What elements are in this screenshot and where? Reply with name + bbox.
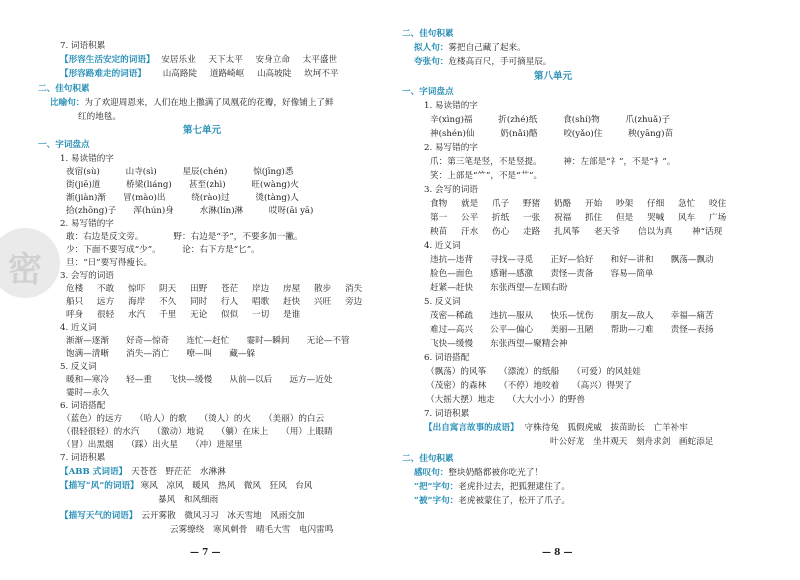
sentence-text: 危楼高百尺，手可摘星辰。 (448, 57, 552, 67)
word: 不敢 (97, 284, 115, 294)
word: 广场 (709, 213, 727, 223)
word: 开始 (585, 199, 603, 209)
word: 行人 (221, 297, 239, 307)
sentence-label: 拟人句： (414, 43, 449, 53)
write-note: 旦：“日”要写得瘦长。 (66, 258, 153, 268)
vocab-row-fable (424, 422, 688, 434)
word: 同时 (190, 297, 208, 307)
word: 奶酪 (554, 199, 572, 209)
vocab-word: 坎坷不平 (304, 69, 339, 79)
word: 咬住 (709, 199, 727, 209)
sentence-text: 整块奶酪都被你吃光了！ (448, 468, 543, 478)
word: 呼身 (66, 310, 84, 320)
tag-label: 【ABB 式词语】 (60, 467, 128, 477)
item-heading: 7. 词语积累 (424, 409, 470, 419)
antonym-row: 难过—高兴 公平—偏心 美丽—丑陋 帮助—刁难 责怪—表扬 (430, 325, 714, 335)
word: 风车 (678, 213, 696, 223)
word: 房屋 (283, 284, 301, 294)
word: 远方 (97, 297, 115, 307)
word: 不久 (159, 297, 177, 307)
write-note: 爪：第三笔是竖，不是竖提。 神：左部是“礻”，不是“衤”。 (430, 157, 676, 167)
item-heading: 5. 反义词 (424, 297, 461, 307)
vocab-word: 道路崎岖 (209, 69, 245, 79)
word: 第一 (430, 213, 448, 223)
sentence-text: 老虎扑过去，把狐狸逮住了。 (458, 482, 570, 492)
vocab-words: 寒风 凉风 暖风 热风 微风 狂风 台风 (140, 481, 313, 491)
word: 信以为真 (638, 227, 673, 237)
item-heading: 7. 词语积累 (60, 41, 106, 51)
word-row (430, 212, 740, 224)
word: 急忙 (678, 199, 696, 209)
synonym-row: 赶紧—赶快 东张西望—左顾右盼 (430, 283, 568, 293)
vocab-word: 太平盛世 (302, 55, 338, 65)
tag-label: 【形容路难走的词语】 (60, 69, 146, 79)
vocab-words-cont: 云雾缭绕 寒风刺骨 晴毛大雪 电闪雷鸣 (170, 525, 334, 535)
bei-line (414, 495, 570, 507)
collocation-row: （飘荡）的风筝 （漂流）的纸船 （可爱）的风娃娃 (426, 367, 641, 377)
word: 神“话现 (692, 227, 723, 237)
simile-line (50, 97, 334, 109)
section-heading: 二、佳句积累 (402, 29, 454, 39)
item-heading: 5. 反义词 (60, 362, 97, 372)
collocation-row: （茂密）的森林 （不停）地咬着 （高兴）得哭了 (426, 381, 633, 391)
unit-title: 第八单元 (534, 71, 573, 82)
item-heading: 3. 会写的词语 (60, 271, 114, 281)
read-row: 神(shén)仙 奶(nǎi)酪 咬(yǎo)住 秧(yāng)苗 (430, 129, 674, 139)
collocation-row: （大摇大摆）地走 （大大小小）的野兽 (426, 395, 585, 405)
word: 折纸 (492, 213, 510, 223)
sentence-label: 比喻句： (50, 98, 85, 108)
word: 赶快 (283, 297, 301, 307)
vocab-word: 天下太平 (208, 55, 243, 65)
vocab-row-stable (60, 54, 337, 66)
antonym-row: 暖和—寒冷 轻—重 飞快—缓慢 从前—以后 远方—近处 (66, 375, 333, 385)
item-heading: 2. 易写错的字 (60, 219, 114, 229)
word: 走路 (523, 227, 541, 237)
word: 岸边 (252, 284, 270, 294)
word: 惊吓 (128, 284, 146, 294)
word: 无论 (190, 310, 208, 320)
section-heading: 一、字词盘点 (38, 140, 90, 150)
write-note: 少：下面不要写成“少”。 论：右下方是“匕”。 (66, 245, 260, 255)
antonym-row: 飞快—缓慢 东张西望—聚精会神 (430, 339, 568, 349)
page-number: — 8 — (542, 548, 573, 558)
word: 秧苗 (430, 227, 448, 237)
synonym-row: 渐渐—逐渐 好奇—惊奇 连忙—赶忙 霎时—瞬间 无论—不管 (66, 336, 350, 346)
sentence-label: 夸张句： (414, 57, 449, 67)
word: 哭喊 (647, 213, 665, 223)
word: 唱歌 (252, 297, 270, 307)
sentence-text: 老虎被蒙住了，松开了爪子。 (458, 496, 570, 506)
read-row: 夜宿(sù) 山寺(sì) 星辰(chén) 惊(jīng)悉 (66, 167, 294, 177)
word: 爪子 (492, 199, 510, 209)
synonym-row: 脸色—面色 感谢—感激 责怪—责备 容易—简单 (430, 269, 654, 279)
sentence-text: 雾把自己藏了起来。 (448, 43, 526, 53)
sentence-label: “被”字句： (414, 496, 459, 506)
word: 但是 (616, 213, 634, 223)
vocab-word: 山高坡陡 (256, 69, 292, 79)
antonym-row: 霎时—永久 (66, 388, 109, 398)
write-note: 笑：上部是“⺮”，不是“艹”。 (430, 171, 543, 181)
word: 一切 (252, 310, 270, 320)
word: 野猪 (523, 199, 541, 209)
word: 伤心 (492, 227, 510, 237)
page-7 (38, 0, 394, 580)
personification-line (414, 42, 526, 54)
item-heading: 4. 近义词 (60, 323, 97, 333)
vocab-words-cont: 暴风 和风细雨 (158, 495, 219, 505)
vocab-word: 安居乐业 (161, 55, 196, 65)
word: 散步 (314, 284, 332, 294)
word-row (66, 283, 376, 295)
exaggeration-line (414, 56, 552, 68)
collocation-row: （蓝色）的远方 （哈人）的歌 （烫人）的火 （美丽）的白云 (62, 414, 325, 424)
word: 水汽 (128, 310, 146, 320)
word: 似似 (221, 310, 239, 320)
tag-label: 【描写天气的词语】 (60, 511, 138, 521)
item-heading: 6. 词语搭配 (60, 401, 106, 411)
watermark-glyph: 密 (8, 250, 42, 290)
tag-label: 【形容生活安定的词语】 (60, 55, 155, 65)
read-row: 渐(jiàn)渐 冒(mào)出 绕(rào)过 烫(tàng)人 (66, 193, 299, 203)
word: 船只 (66, 297, 84, 307)
word: 仔细 (647, 199, 665, 209)
vocab-words: 守株待兔 狐假虎威 拔苗助长 亡羊补牢 (524, 423, 688, 433)
word: 危楼 (66, 284, 84, 294)
unit-title: 第七单元 (183, 125, 222, 136)
word: 祝福 (554, 213, 572, 223)
word: 是谁 (283, 310, 301, 320)
read-row: 街(jiē)道 桥梁(liáng) 甚至(zhì) 旺(wàng)火 (66, 180, 299, 190)
word: 兴旺 (314, 297, 332, 307)
page-number: — 7 — (190, 548, 221, 558)
write-note: 敢：右边是反文旁。 野：右边是“予”，不要多加一撇。 (66, 232, 303, 242)
word: 就是 (461, 199, 479, 209)
sentence-label: 感叹句： (414, 468, 449, 478)
antonym-row: 茂密—稀疏 违抗—服从 快乐—忧伤 朋友—敌人 幸福—痛苦 (430, 311, 714, 321)
exclamation-line (414, 467, 543, 479)
sentence-label: “把”字句： (414, 482, 459, 492)
word: 消失 (345, 284, 363, 294)
vocab-row-road (60, 68, 338, 80)
vocab-word: 山高路陡 (162, 69, 198, 79)
ba-line (414, 481, 570, 493)
page-8 (402, 0, 762, 580)
word-row (430, 198, 740, 210)
tag-label: 【描写“风”的词语】 (60, 481, 139, 491)
item-heading: 7. 词语积累 (60, 453, 106, 463)
synonym-row: 违抗—违背 寻找—寻觅 正好—恰好 和好—讲和 飘荡—飘动 (430, 255, 714, 265)
section-heading: 二、佳句积累 (402, 454, 454, 464)
read-row: 辛(xìng)福 折(zhé)纸 食(shí)物 爪(zhuǎ)子 (430, 115, 671, 125)
word: 抓住 (585, 213, 603, 223)
section-heading: 一、字词盘点 (402, 87, 454, 97)
word: 食物 (430, 199, 448, 209)
word: 苍茫 (221, 284, 239, 294)
word: 扎风筝 (554, 227, 580, 237)
item-heading: 1. 易读错的字 (60, 154, 114, 164)
vocab-words: 天苍苍 野茫茫 水淋淋 (131, 467, 226, 477)
word: 吵架 (616, 199, 634, 209)
word-row (66, 309, 314, 321)
item-heading: 3. 会写的词语 (424, 185, 478, 195)
collocation-row: （冒）出黑烟 （踩）出火星 （冲）进屋里 (62, 440, 243, 450)
sentence-text: 为了欢迎周恩来，人们在地上撒满了凤凰花的花瓣，好像铺上了鲜 (84, 98, 334, 108)
item-heading: 6. 词语搭配 (424, 353, 470, 363)
vocab-words: 云开雾散 微风习习 冰天雪地 风雨交加 (141, 511, 305, 521)
word: 田野 (190, 284, 208, 294)
simile-line-2: 红的地毯。 (78, 112, 121, 122)
word: 很轻 (97, 310, 115, 320)
word: 老天爷 (594, 227, 620, 237)
word: 汗水 (461, 227, 479, 237)
word: 海岸 (128, 297, 146, 307)
word: 公平 (461, 213, 479, 223)
synonym-row: 饱满—清晰 消失—消亡 嘹—叫 藏—躲 (66, 349, 256, 359)
word: 阴天 (159, 284, 177, 294)
item-heading: 1. 易读错的字 (424, 101, 478, 111)
tag-label: 【出自寓言故事的成语】 (424, 423, 519, 433)
vocab-words-cont: 叶公好龙 坐井观天 刻舟求剑 画蛇添足 (550, 437, 714, 447)
vocab-word: 安身立命 (255, 55, 290, 65)
vocab-row-weather (60, 510, 305, 522)
word-row (430, 226, 742, 238)
word: 一张 (523, 213, 541, 223)
collocation-row: （很轻很轻）的水汽 （激动）地说 （躺）在床上 （用）上眼睛 (62, 427, 333, 437)
word: 千里 (159, 310, 177, 320)
vocab-row-abb (60, 466, 226, 478)
section-heading: 二、佳句积累 (38, 84, 90, 94)
read-row: 拾(zhōng)子 浑(hún)身 水淋(lín)淋 哎呀(āi yā) (66, 206, 314, 216)
item-heading: 4. 近义词 (424, 241, 461, 251)
word: 旁边 (345, 297, 363, 307)
word-row (66, 296, 376, 308)
item-heading: 2. 易写错的字 (424, 143, 478, 153)
vocab-row-wind (60, 480, 313, 492)
